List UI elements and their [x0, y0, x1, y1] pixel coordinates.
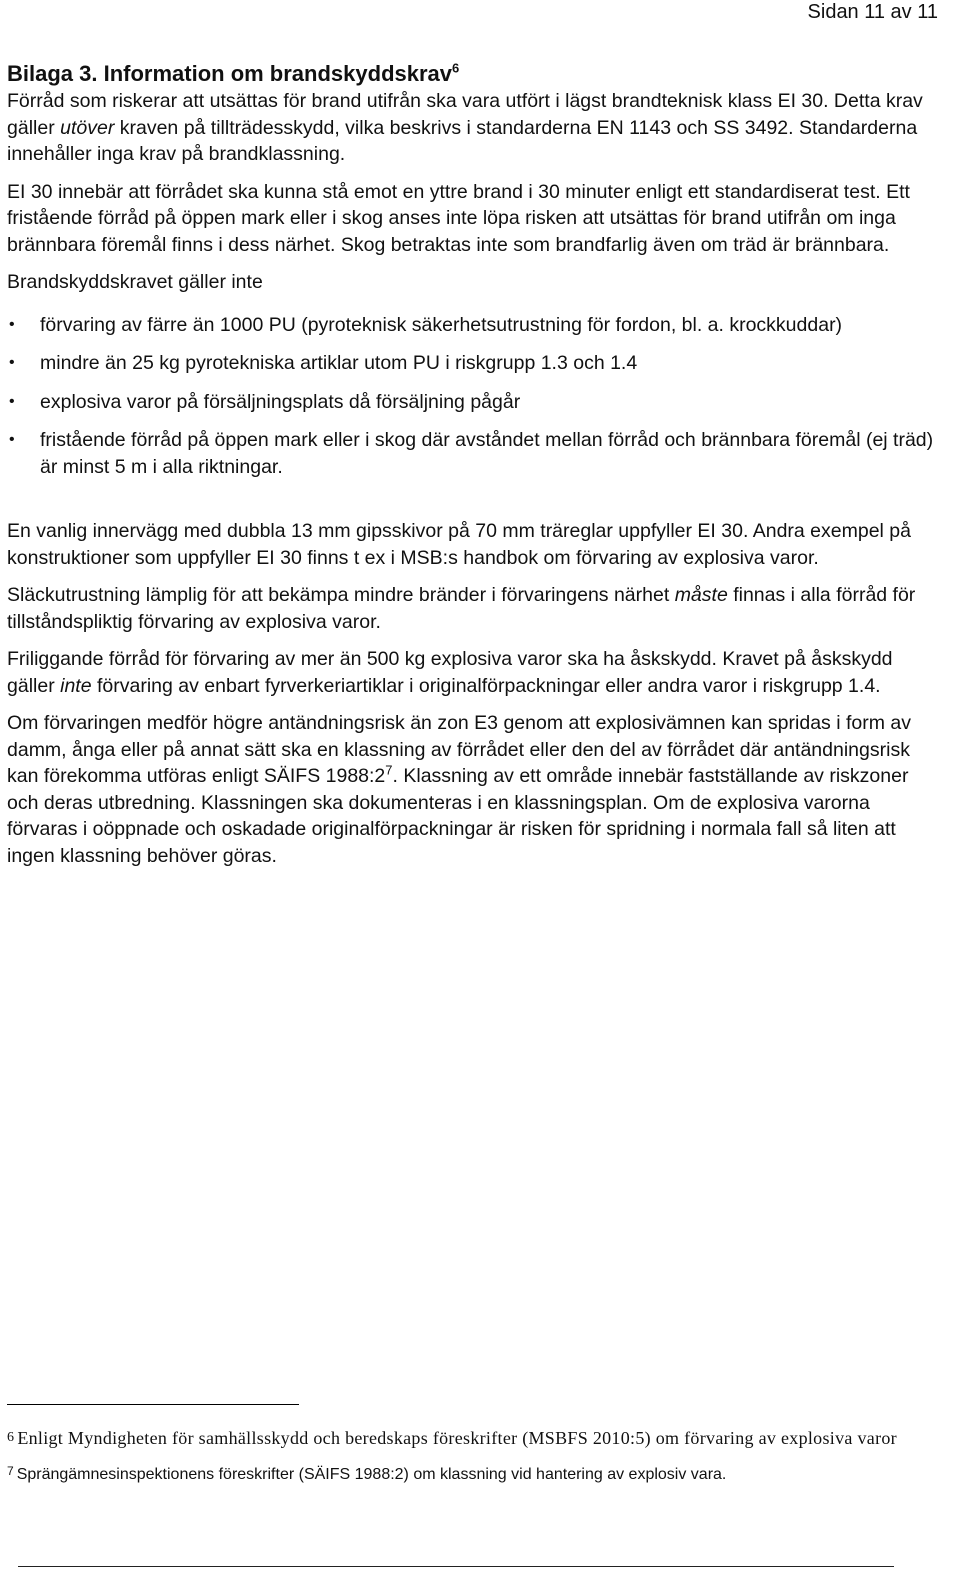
page-number: Sidan 11 av 11	[807, 1, 938, 23]
paragraph-intro-b: kraven på tillträdesskydd, vilka beskrivs i standarderna EN 1143 och SS 3492. Standarderna innehåller inga krav på brandklassning.	[7, 116, 918, 165]
footnote-text: Enligt Myndigheten för samhällsskydd och beredskaps föreskrifter (MSBFS 2010:5) om förvaring av explosiva varor	[17, 1428, 897, 1448]
paragraph-lightning-a: Friliggande förråd för förvaring av mer än 500 kg explosiva varor ska ha åskskydd. Kravet på åskskydd gäller	[7, 648, 893, 697]
list-item	[7, 350, 942, 377]
footnote-number: 7	[7, 1464, 14, 1478]
bullet-icon: •	[9, 392, 15, 410]
page-title-text: Bilaga 3. Information om brandskyddskrav	[7, 61, 453, 86]
paragraph-classification	[7, 710, 942, 869]
paragraph-lightning	[7, 646, 942, 699]
paragraph-intro	[7, 88, 942, 168]
paragraph-classification-b: . Klassning av ett område innebär fastställande av riskzoner och deras utbredning. Klassningen ska dokumenteras i en klassningsplan. Om de explosiva varorna förvaras i oöppnade och oskadade originalförpackningar är risken för spridning i normala fall så liten att ingen klassning behöver göras.	[7, 765, 909, 867]
paragraph-exceptions-intro: Brandskyddskravet gäller inte	[7, 271, 263, 293]
emphasis-utover: utöver	[60, 116, 115, 139]
paragraph-extinguishing	[7, 582, 942, 635]
bullet-icon: •	[9, 354, 15, 371]
footnote-ref-7: 7	[385, 762, 393, 778]
bullet-icon: •	[9, 315, 15, 333]
footnote-divider	[7, 1404, 299, 1405]
paragraph-lightning-b: förvaring av enbart fyrverkeriartiklar i originalförpackningar eller andra varor i riskgrupp 1.4.	[91, 674, 881, 697]
footnote-number: 6	[7, 1430, 15, 1445]
list-item	[7, 389, 942, 416]
list-item-text: förvaring av färre än 1000 PU (pyroteknisk säkerhetsutrustning för fordon, bl. a. krockkuddar)	[40, 313, 843, 336]
footnote-6	[7, 1422, 942, 1454]
paragraph-extinguishing-b: finnas i alla förråd för tillståndspliktig förvaring av explosiva varor.	[7, 584, 916, 633]
footnote-text: Sprängämnesinspektionens föreskrifter (SÄIFS 1988:2) om klassning vid hantering av explosiv vara.	[16, 1466, 727, 1483]
footnote-ref-6: 6	[452, 60, 460, 76]
footnotes	[7, 1404, 942, 1486]
list-item-text: explosiva varor på försäljningsplats då försäljning pågår	[40, 390, 521, 413]
paragraph-extinguishing-a: Släckutrustning lämplig för att bekämpa mindre bränder i förvaringens närhet	[7, 584, 675, 606]
paragraph-ei30: EI 30 innebär att förrådet ska kunna stå emot en yttre brand i 30 minuter enligt ett standardiserat test. Ett fristående förråd på öppen mark eller i skog anses inte löpa risken att utsättas för brand utifrån om inga brännbara föremål finns i dess närhet. Skog betraktas inte som brandfarlig även om träd är brännbara.	[7, 180, 910, 256]
list-item	[7, 427, 942, 480]
emphasis-maste: måste	[674, 584, 728, 606]
emphasis-inte: inte	[60, 674, 92, 697]
bullet-icon: •	[9, 431, 15, 448]
list-item	[7, 312, 942, 339]
page-title	[7, 60, 942, 88]
paragraph-intro-a: Förråd som riskerar att utsättas för brand utifrån ska vara utfört i lägst brandteknisk klass EI 30. Detta krav gäller	[7, 90, 923, 139]
paragraph-classification-a: Om förvaringen medför högre antändningsrisk än zon E3 genom att explosivämnen kan spridas i form av damm, ånga eller på annat sätt ska en klassning av förrådet eller den del av förrådet där antändningsrisk kan förekomma utföras enligt SÄIFS 1988:2	[7, 712, 911, 787]
list-item-text: fristående förråd på öppen mark eller i skog där avståndet mellan förråd och brännbara föremål (ej träd) är minst 5 m i alla riktningar.	[40, 429, 934, 478]
list-item-text: mindre än 25 kg pyrotekniska artiklar utom PU i riskgrupp 1.3 och 1.4	[40, 352, 638, 374]
paragraph-wall-construction: En vanlig innervägg med dubbla 13 mm gipsskivor på 70 mm träreglar uppfyller EI 30. Andra exempel på konstruktioner som uppfyller EI 30 finns t ex i MSB:s handbok om förvaring av explosiva varor.	[7, 520, 911, 569]
document-body	[7, 60, 942, 869]
exceptions-list	[7, 312, 942, 481]
page-bottom-divider	[18, 1566, 894, 1567]
footnote-7	[7, 1460, 942, 1486]
